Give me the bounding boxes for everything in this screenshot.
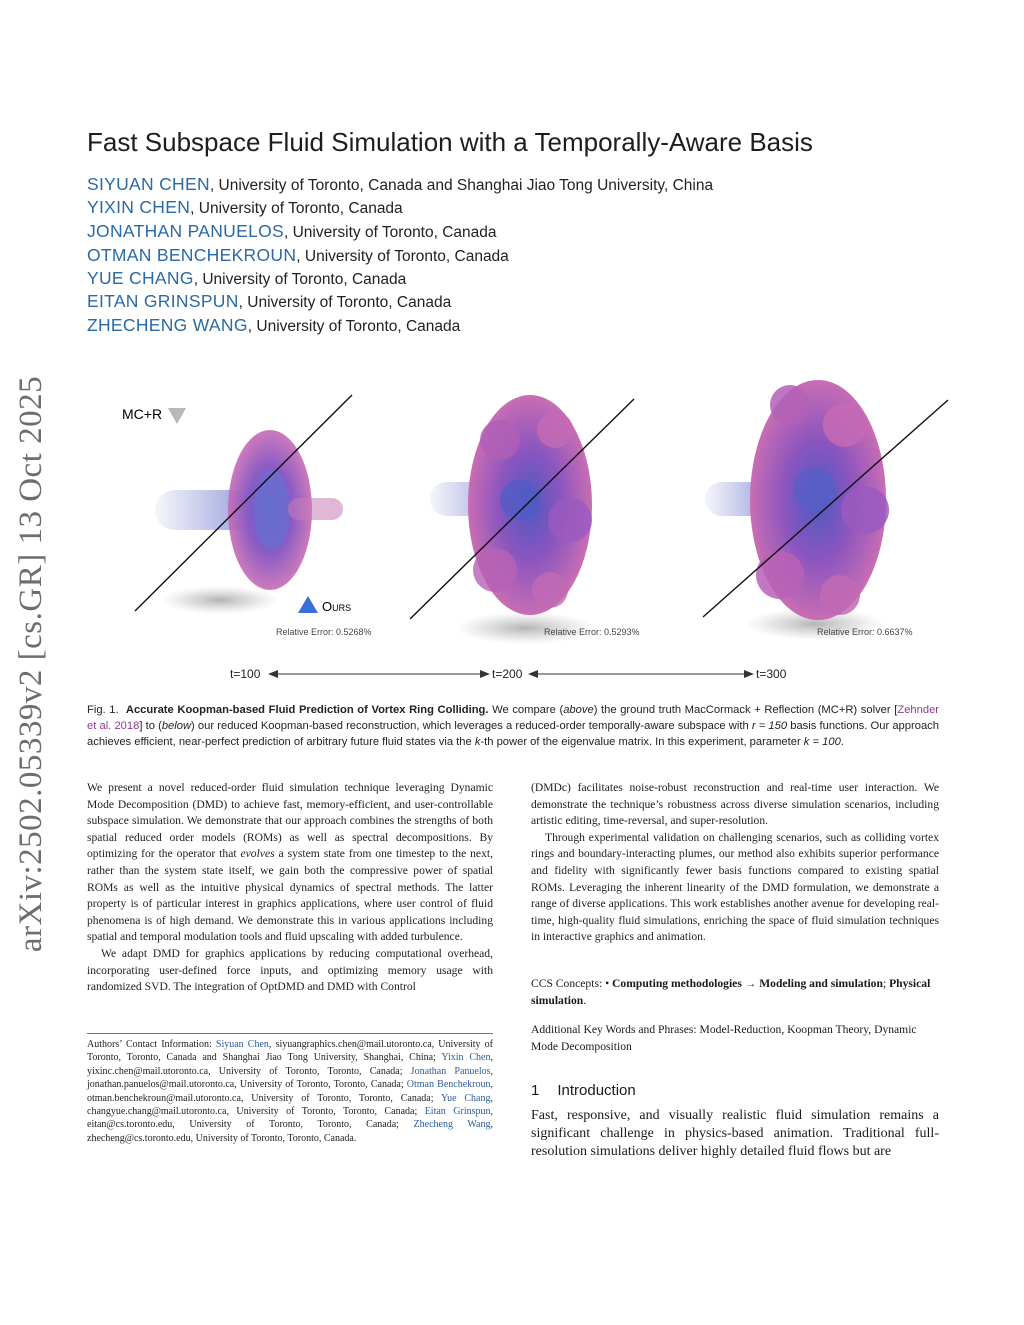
author-line [87,315,460,336]
caption-text: . [840,736,844,748]
fluid-panel-1 [135,395,352,614]
author-name[interactable]: JONATHAN PANUELOS [87,221,284,241]
caption-text: basis functions. Our approach achieves efficient, near-perfect prediction of arbitrary future fluid states via the [87,720,939,748]
abstract-paragraph: Through experimental validation on challenging scenarios, such as colliding vortex rings and boundary-interacting plumes, our method also exhibits superior performance and fidelity with significantly fewer basis functions compared to existing spatial ROMs. Leveraging the inherent linearity of the DMD formulation, we demonstrate a range of diverse applications. This work establishes another avenue for developing real-time, high-quality fluid simulations, enriching the space of fluid simulation techniques in interactive graphics and animation. [531,830,940,944]
arxiv-identifier: arXiv:2502.05339v2 [cs.GR] 13 Oct 2025 [13,375,49,953]
author-line [87,221,497,242]
mcr-label: MC+R [122,406,163,422]
paper-title: Fast Subspace Fluid Simulation with a Temporally-Aware Basis [87,127,813,157]
author-contact-footnote: Authors’ Contact Information: Siyuan Chen, siyuangraphics.chen@mail.utoronto.ca, University of Toronto, Toronto, Canada and Shanghai Jiao Tong University, Shanghai, China; Yixin Chen, yixinc.chen@mail.utoronto.ca, University of Toronto, Toronto, Canada; Jonathan Panuelos, jonathan.panuelos@mail.utoronto.ca, University of Toronto, Toronto, Canada; Otman Benchekroun, otman.benchekroun@mail.utoronto.ca, University of Toronto, Toronto, Canada; Yue Chang, changyue.chang@mail.utoronto.ca, University of Toronto, Toronto, Canada; Eitan Grinspun, eitan@cs.toronto.edu, University of Toronto, Toronto, Canada; Zhecheng Wang, zhecheng@cs.toronto.edu, University of Toronto, Toronto, Canada. [87,1039,494,1144]
citation-link[interactable]: Zehnder et al. 2018 [87,704,940,732]
caption-label: Fig. 1. [87,704,119,716]
caption-heading: Accurate Koopman-based Fluid Prediction of Vortex Ring Colliding. [125,704,489,716]
math-inline: k = 100 [803,736,841,748]
author-line [87,245,509,266]
author-affiliation: , University of Toronto, Canada [190,200,403,217]
caption-text: -th power of the eigenvalue matrix. In this experiment, parameter [480,736,804,748]
author-name[interactable]: OTMAN BENCHEKROUN [87,245,297,265]
author-name[interactable]: YIXIN CHEN [87,197,191,217]
fluid-panel-2 [410,395,634,644]
author-link[interactable]: Yixin Chen [441,1052,491,1064]
author-link[interactable]: Otman Benchekroun [406,1079,491,1091]
math-inline: r = 150 [751,720,788,732]
author-affiliation: , University of Toronto, Canada [296,248,509,265]
author-affiliation: , University of Toronto, Canada [284,224,497,241]
up-triangle-icon [298,596,318,613]
teaser-figure [100,370,960,680]
author-affiliation: , University of Toronto, Canada [238,294,452,311]
section-number: 1 [531,1082,540,1099]
author-affiliation: , University of Toronto, Canada [193,271,407,288]
author-affiliation: , University of Toronto, Canada [247,318,461,335]
author-link[interactable]: Siyuan Chen [215,1039,269,1050]
intro-paragraph: Fast, responsive, and visually realistic fluid simulation remains a significant challenge in physics-based animation. Traditional full-resolution simulations deliver highly detailed fluid flows but are [531,1108,939,1160]
author-line [87,174,713,195]
author-line [87,268,406,289]
author-line [87,197,403,218]
relative-error-2: Relative Error: 0.5293% [544,627,640,637]
author-line [87,291,451,312]
abstract-right-column [531,780,939,946]
section-title: Introduction [557,1082,636,1099]
fluid-panel-3 [703,380,948,640]
caption-text: ] to ( [139,720,162,732]
author-link[interactable]: Eitan Grinspun [424,1106,491,1118]
keywords: Additional Key Words and Phrases: Model-Reduction, Koopman Theory, Dynamic Mode Decomposition [531,1023,917,1053]
abstract-paragraph: (DMDc) facilitates noise-robust reconstruction and real-time user interaction. We demonstrate the technique’s robustness across diverse simulation scenarios, including artistic editing, time-reversal, and super-resolution. [531,781,939,828]
caption-text: ) the ground truth MacCormack + Reflection (MC+R) solver [ [593,704,898,716]
figure-caption [87,702,939,750]
timeline-label-1: t=100 [230,667,261,680]
section-heading [531,1082,636,1099]
timeline [230,667,787,680]
footnote-divider [87,1033,493,1034]
author-link[interactable]: Zhecheng Wang [413,1119,491,1131]
down-triangle-icon [168,408,186,424]
author-affiliation: , University of Toronto, Canada and Shanghai Jiao Tong University, China [209,177,714,194]
abstract-paragraph: We adapt DMD for graphics applications by reducing computational overhead, incorporating user-defined force inputs, and optimizing memory usage with randomized SVD. The integration of OptDMD and DMD with Control [87,946,493,994]
author-name[interactable]: SIYUAN CHEN [87,174,210,194]
abstract-left-column [87,780,493,996]
relative-error-3: Relative Error: 0.6637% [817,627,913,637]
relative-error-1: Relative Error: 0.5268% [276,627,372,637]
caption-text: We compare ( [488,704,564,716]
ccs-concepts: CCS Concepts: • Computing methodologies → Modeling and simulation; Physical simulation. [531,977,931,1007]
caption-emphasis: below [161,720,192,732]
author-name[interactable]: ZHECHENG WANG [87,315,248,335]
timeline-label-2: t=200 [492,667,523,680]
author-name[interactable]: EITAN GRINSPUN [87,291,239,311]
math-inline: k [474,736,481,748]
timeline-label-3: t=300 [756,667,787,680]
author-link[interactable]: Yue Chang [440,1092,491,1104]
caption-emphasis: above [563,704,594,716]
caption-text: ) our reduced Koopman-based reconstruction, which leverages a reduced-order temporally-aware subspace with [191,720,752,732]
abstract-paragraph: We present a novel reduced-order fluid simulation technique leveraging Dynamic Mode Decomposition (DMD) to achieve fast, memory-efficient, and user-controllable subspace simulation. We demonstrate that our approach combines the strengths of both spatial reduced order models (ROMs) as well as spectral decompositions. By optimizing for the operator that evolves a system state from one timestep to the next, rather than the system state itself, we gain both the compressive power of spatial ROMs as well as the intuitive physical dynamics of spectral methods. The latter property is of particular interest in graphics applications, where user control of fluid phenomena is of high demand. We demonstrate this in various applications including spatial and temporal modulation tools and fluid upscaling with added turbulence. [87,781,493,944]
author-link[interactable]: Jonathan Panuelos [410,1065,491,1077]
ours-label: Ours [322,599,352,614]
author-name[interactable]: YUE CHANG [87,268,194,288]
